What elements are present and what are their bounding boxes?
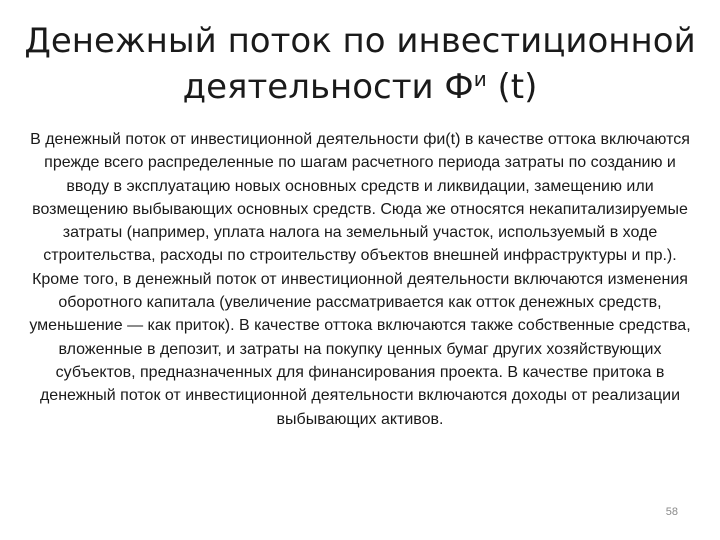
- title-superscript: и: [473, 67, 487, 91]
- slide-title: [20, 18, 700, 110]
- title-line-2-suffix: (t): [486, 67, 538, 107]
- title-line-2-main: деятельности Ф: [182, 67, 474, 107]
- title-line-1: Денежный поток по инвестиционной: [24, 21, 696, 61]
- body-paragraph: В денежный поток от инвестиционной деятельности фи(t) в качестве оттока включаются прежде всего распределенные по шагам расчетного периода затраты по созданию и вводу в эксплуатацию новых основных средств и ликвидации, замещению или возмещению выбывающих основных средств. Сюда же относятся некапитализируемые затраты (например, уплата налога на земельный участок, используемый в ходе строительства, расходы по строительству объектов внешней инфраструктуры и пр.). Кроме того, в денежный поток от инвестиционной деятельности включаются изменения оборотного капитала (увеличение рассматривается как отток денежных средств, уменьшение — как приток). В качестве оттока включаются также собственные средства, вложенные в депозит, и затраты на покупку ценных бумаг других хозяйствующих субъектов, предназначенных для финансирования проекта. В качестве притока в денежный поток от инвестиционной деятельности включаются доходы от реализации выбывающих активов.: [29, 131, 691, 428]
- title-line-2: [183, 67, 538, 107]
- page-number: 58: [665, 506, 678, 518]
